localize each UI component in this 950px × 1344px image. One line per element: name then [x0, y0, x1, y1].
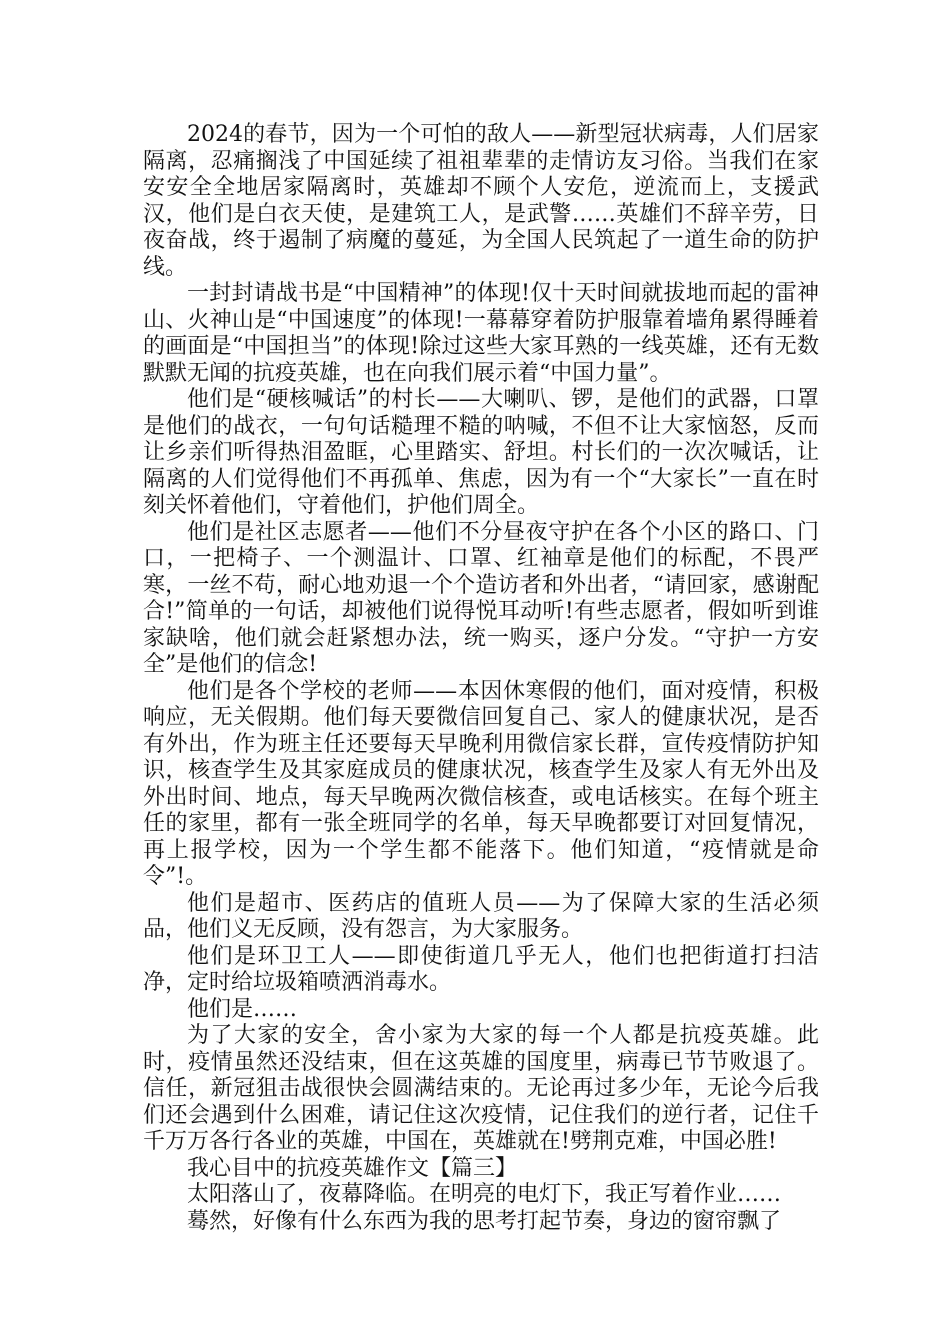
paragraph-they-are: 他们是…… [187, 996, 298, 1022]
paragraph-conclusion: 为了大家的安全，舍小家为大家的每一个人都是抗疫英雄。此时，疫情虽然还没结束，但在这英雄的国度里，病毒已节节败退了。信任，新冠狙击战很快会圆满结束的。无论再过多少年，无论今后我们还会遇到什么困难，请记住这次疫情，记住我们的逆行者，记住千千万万各行各业的英雄，中国在，英雄就在!劈荆克难，中国必胜! [143, 1023, 819, 1154]
paragraph-china-spirit: 一封封请战书是“中国精神”的体现!仅十天时间就拔地而起的雷神山、火神山是“中国速度”的体现!一幕幕穿着防护服靠着墙角累得睡着的画面是“中国担当”的体现!除过这些大家耳熟的一线英雄，还有无数默默无闻的抗疫英雄，也在向我们展示着“中国力量”。 [143, 281, 819, 386]
paragraph-sanitation-workers: 他们是环卫工人——即使街道几乎无人，他们也把街道打扫洁净，定时给垃圾箱喷洒消毒水。 [143, 943, 819, 995]
paragraph-village-heads: 他们是“硬核喊话”的村长——大喇叭、锣，是他们的武器，口罩是他们的战衣，一句句话糙理不糙的呐喊，不但不让大家恼怒，反而让乡亲们听得热泪盈眶，心里踏实、舒坦。村长们的一次次喊话，让隔离的人们觉得他们不再孤单、焦虑，因为有一个“大家长”一直在时刻关怀着他们，守着他们，护他们周全。 [143, 387, 819, 518]
paragraph-spring-festival: 2024的春节，因为一个可怕的敌人——新型冠状病毒，人们居家隔离，忍痛搁浅了中国延续了祖祖辈辈的走情访友习俗。当我们在家安安全全地居家隔离时，英雄却不顾个人安危，逆流而上，支援武汉，他们是白衣天使，是建筑工人，是武警……英雄们不辞辛劳，日夜奋战，终于遏制了病魔的蔓延，为全国人民筑起了一道生命的防护线。 [143, 122, 819, 280]
paragraph-sunset: 太阳落山了，夜幕降临。在明亮的电灯下，我正写着作业…… [187, 1182, 782, 1207]
paragraph-curtain: 蓦然，好像有什么东西为我的思考打起节奏，身边的窗帘飘了 [187, 1208, 782, 1234]
paragraph-community-volunteers: 他们是社区志愿者——他们不分昼夜守护在各个小区的路口、门口，一把椅子、一个测温计、口罩、红袖章是他们的标配，不畏严寒，一丝不苟，耐心地劝退一个个造访者和外出者，“请回家，感谢配合!”简单的一句话，却被他们说得悦耳动听!有些志愿者，假如听到谁家缺啥，他们就会赶紧想办法，统一购买，逐户分发。“守护一方安全”是他们的信念! [143, 519, 819, 677]
paragraph-teachers: 他们是各个学校的老师——本因休寒假的他们，面对疫情，积极响应，无关假期。他们每天要微信回复自己、家人的健康状况，是否有外出，作为班主任还要每天早晚利用微信家长群，宣传疫情防护知识，核查学生及其家庭成员的健康状况，核查学生及家人有无外出及外出时间、地点，每天早晚两次微信核查，或电话核实。在每个班主任的家里，都有一张全班同学的名单，每天早晚都要订对回复情况，再上报学校，因为一个学生都不能落下。他们知道，“疫情就是命令”!。 [143, 678, 819, 889]
section-heading-part-three: 我心目中的抗疫英雄作文【篇三】 [187, 1155, 518, 1181]
paragraph-store-staff: 他们是超市、医药店的值班人员——为了保障大家的生活必须品，他们义无反顾，没有怨言，为大家服务。 [143, 890, 819, 942]
document-body [143, 122, 819, 1235]
